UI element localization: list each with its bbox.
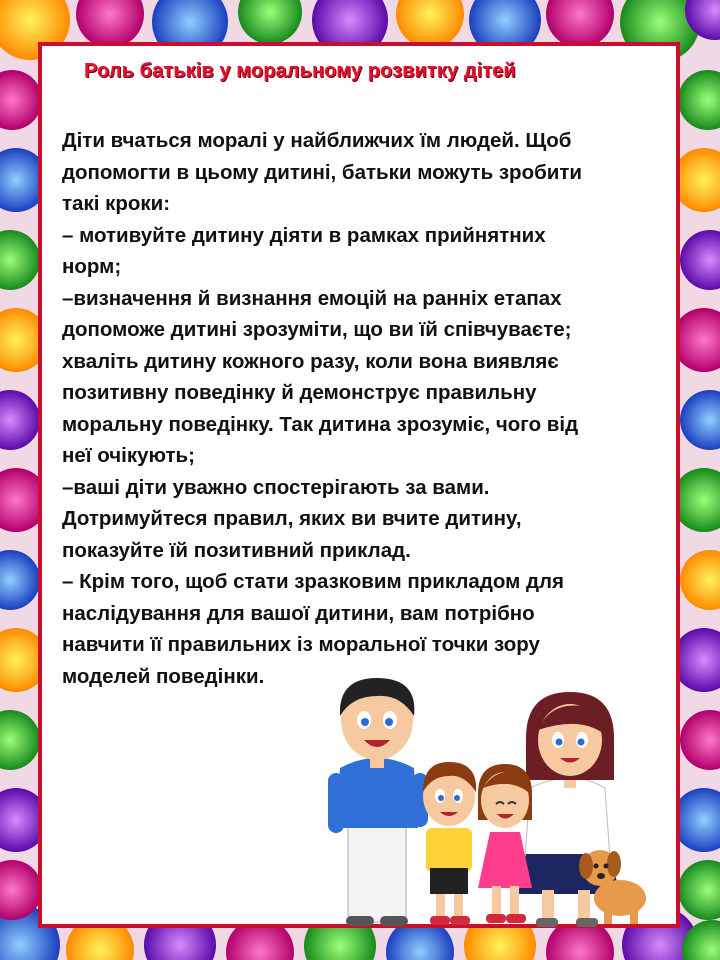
text-line: навчити її правильних із моральної точки зору: [62, 633, 540, 656]
boy-figure: [423, 762, 476, 925]
family-illustration: [320, 668, 660, 930]
text-line: Дотримуйтеся правил, яких ви вчите дитину,: [62, 507, 522, 530]
father-figure: [328, 678, 428, 926]
text-line: Діти вчаться моралі у найближчих їм людей. Щоб: [62, 129, 572, 152]
text-line: допоможе дитині зрозуміти, що ви їй співчуваєте;: [62, 318, 572, 341]
girl-figure: [478, 764, 532, 923]
text-line: – мотивуйте дитину діяти в рамках прийнятних: [62, 223, 546, 247]
text-line: –ваші діти уважно спостерігають за вами.: [62, 475, 490, 499]
text-line: неї очікують;: [62, 444, 195, 467]
text-line: допомогти в цьому дитині, батьки можуть зробити: [62, 160, 583, 184]
text-line: норм;: [62, 255, 122, 278]
text-line: показуйте їй позитивний приклад.: [62, 538, 411, 562]
body-text: [62, 125, 672, 692]
text-line: позитивну поведінку й демонструє правильну: [62, 381, 537, 404]
text-line: наслідування для вашої дитини, вам потрібно: [62, 601, 535, 625]
text-line: хваліть дитину кожного разу, коли вона виявляє: [62, 349, 559, 373]
text-line: такі кроки:: [62, 192, 171, 215]
text-line: моделей поведінки.: [62, 664, 265, 688]
page-title: Роль батьків у моральному розвитку дітей: [84, 60, 516, 82]
text-line: моральну поведінку. Так дитина зрозуміє, чого від: [62, 412, 579, 436]
text-line: –визначення й визнання емоцій на ранніх етапах: [62, 286, 562, 310]
text-line: – Крім того, щоб стати зразковим прикладом для: [62, 570, 564, 593]
